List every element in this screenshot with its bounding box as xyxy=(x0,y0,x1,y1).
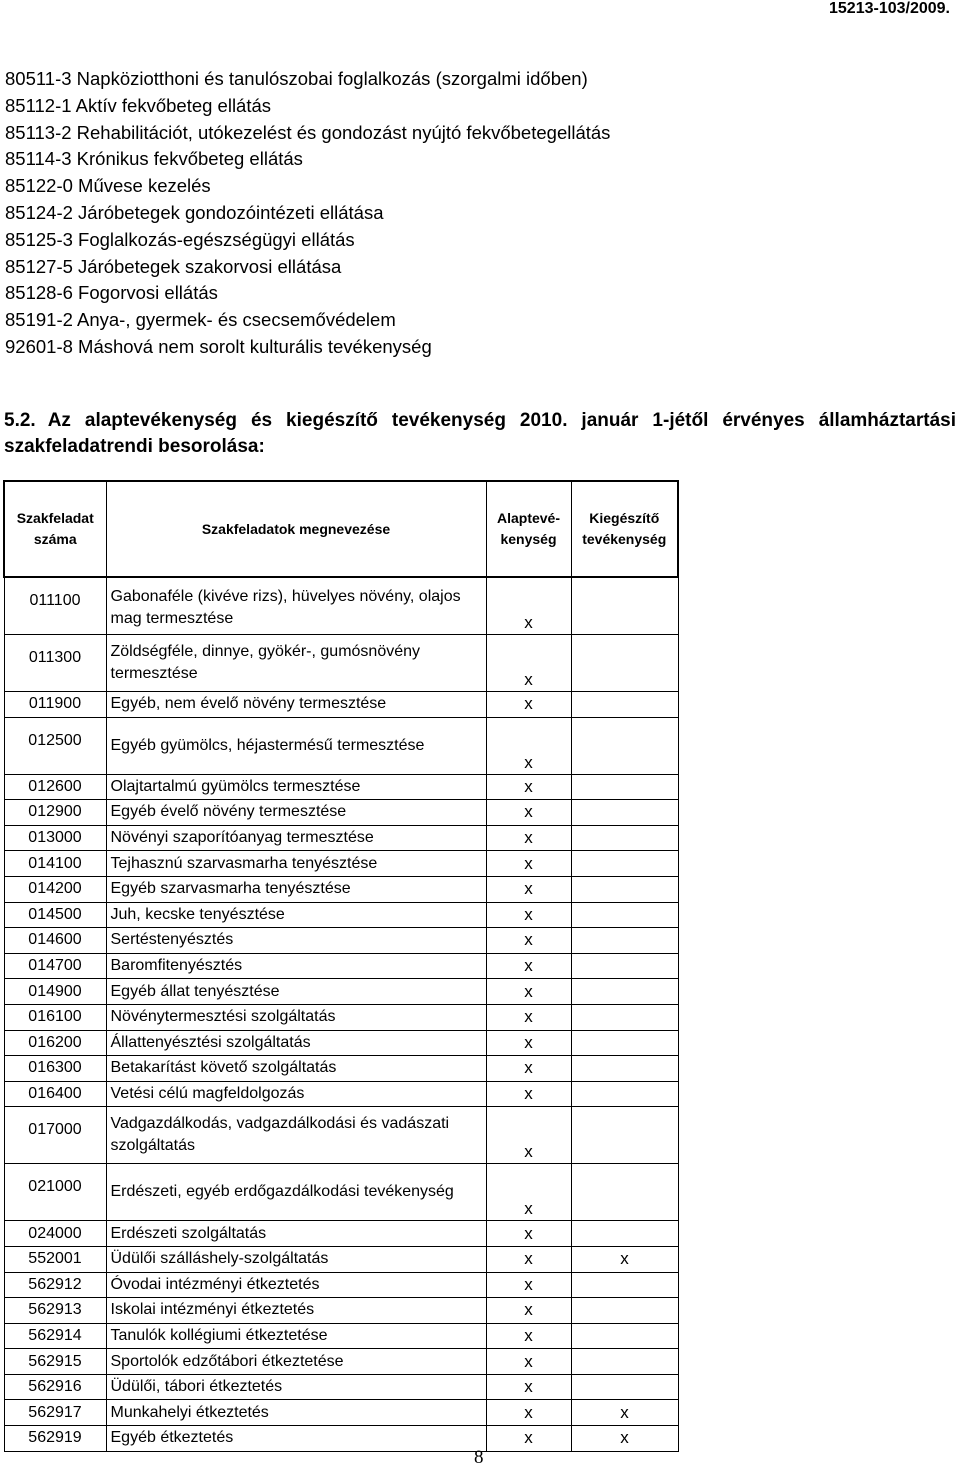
task-name-cell: Egyéb étkeztetés xyxy=(106,1426,486,1452)
task-code-cell: 014700 xyxy=(4,953,106,979)
table-row xyxy=(4,928,678,954)
supplementary-activity-mark xyxy=(571,635,678,692)
core-activity-mark: x xyxy=(486,1246,571,1272)
task-name-cell: Üdülői, tábori étkeztetés xyxy=(106,1374,486,1400)
task-name-cell: Vadgazdálkodás, vadgazdálkodási és vadászati szolgáltatás xyxy=(106,1107,486,1164)
task-name-cell: Egyéb, nem évelő növény termesztése xyxy=(106,692,486,718)
header-core-activity: Alaptevé-kenység xyxy=(486,481,571,577)
core-activity-mark: x xyxy=(486,1081,571,1107)
table-row xyxy=(4,953,678,979)
list-item: 85191-2 Anya-, gyermek- és csecsemővédelem xyxy=(5,309,396,331)
task-code-cell: 014500 xyxy=(4,902,106,928)
core-activity-mark: x xyxy=(486,1056,571,1082)
task-classification-table xyxy=(3,480,679,1452)
core-activity-mark: x xyxy=(486,800,571,826)
table-row xyxy=(4,1246,678,1272)
table-row xyxy=(4,1030,678,1056)
task-code-cell: 012900 xyxy=(4,800,106,826)
task-code-cell: 562919 xyxy=(4,1426,106,1452)
supplementary-activity-mark xyxy=(571,953,678,979)
table-row xyxy=(4,692,678,718)
table-row xyxy=(4,1081,678,1107)
task-code-cell: 014100 xyxy=(4,851,106,877)
table-row xyxy=(4,902,678,928)
header-supplementary-activity: Kiegészítő tevékenység xyxy=(571,481,678,577)
task-code-cell: 012600 xyxy=(4,774,106,800)
supplementary-activity-mark xyxy=(571,1298,678,1324)
task-name-cell: Baromfitenyésztés xyxy=(106,953,486,979)
task-name-cell: Tanulók kollégiumi étkeztetése xyxy=(106,1323,486,1349)
core-activity-mark: x xyxy=(486,692,571,718)
task-code-cell: 016400 xyxy=(4,1081,106,1107)
supplementary-activity-mark xyxy=(571,928,678,954)
supplementary-activity-mark xyxy=(571,876,678,902)
list-item: 85125-3 Foglalkozás-egészségügyi ellátás xyxy=(5,228,355,250)
list-item: 85112-1 Aktív fekvőbeteg ellátás xyxy=(5,94,272,116)
supplementary-activity-mark xyxy=(571,1004,678,1030)
core-activity-mark: x xyxy=(486,1323,571,1349)
task-code-cell: 014600 xyxy=(4,928,106,954)
table-row xyxy=(4,1400,678,1426)
task-code-cell: 562915 xyxy=(4,1349,106,1375)
task-name-cell: Egyéb gyümölcs, héjastermésű termesztése xyxy=(106,717,486,774)
core-activity-mark: x xyxy=(486,1374,571,1400)
core-activity-mark: x xyxy=(486,953,571,979)
task-name-cell: Sportolók edzőtábori étkeztetése xyxy=(106,1349,486,1375)
supplementary-activity-mark xyxy=(571,1272,678,1298)
task-code-cell: 014200 xyxy=(4,876,106,902)
section-number: 5.2. xyxy=(4,410,36,431)
core-activity-mark: x xyxy=(486,1107,571,1164)
section-title: Az alaptevékenység és kiegészítő tevékenység 2010. január 1-jétől érvényes államháztartási szakfeladatrendi besorolása: xyxy=(4,410,956,457)
table-row xyxy=(4,577,678,635)
task-name-cell: Növénytermesztési szolgáltatás xyxy=(106,1004,486,1030)
task-name-cell: Olajtartalmú gyümölcs termesztése xyxy=(106,774,486,800)
list-item: 85128-6 Fogorvosi ellátás xyxy=(5,282,218,304)
table-row xyxy=(4,1323,678,1349)
table-row xyxy=(4,717,678,774)
core-activity-mark: x xyxy=(486,635,571,692)
supplementary-activity-mark xyxy=(571,577,678,635)
core-activity-mark: x xyxy=(486,1030,571,1056)
task-code-cell: 552001 xyxy=(4,1246,106,1272)
task-name-cell: Növényi szaporítóanyag termesztése xyxy=(106,825,486,851)
core-activity-mark: x xyxy=(486,851,571,877)
task-code-cell: 014900 xyxy=(4,979,106,1005)
task-name-cell: Tejhasznú szarvasmarha tenyésztése xyxy=(106,851,486,877)
supplementary-activity-mark xyxy=(571,692,678,718)
list-item: 85127-5 Járóbetegek szakorvosi ellátása xyxy=(5,255,342,277)
core-activity-mark: x xyxy=(486,1164,571,1221)
task-code-cell: 562913 xyxy=(4,1298,106,1324)
core-activity-mark: x xyxy=(486,1221,571,1247)
task-name-cell: Egyéb állat tenyésztése xyxy=(106,979,486,1005)
page-number: 8 xyxy=(474,1447,484,1468)
core-activity-mark: x xyxy=(486,1349,571,1375)
core-activity-mark: x xyxy=(486,774,571,800)
header-task-code: Szakfeladat száma xyxy=(4,481,106,577)
list-item: 92601-8 Máshová nem sorolt kulturális tevékenység xyxy=(5,335,432,357)
table-row xyxy=(4,825,678,851)
table-row xyxy=(4,1374,678,1400)
supplementary-activity-mark xyxy=(571,800,678,826)
task-name-cell: Sertéstenyésztés xyxy=(106,928,486,954)
supplementary-activity-mark xyxy=(571,1056,678,1082)
supplementary-activity-mark xyxy=(571,774,678,800)
supplementary-activity-mark xyxy=(571,1221,678,1247)
core-activity-mark: x xyxy=(486,717,571,774)
supplementary-activity-mark: x xyxy=(571,1400,678,1426)
task-name-cell: Vetési célú magfeldolgozás xyxy=(106,1081,486,1107)
task-code-cell: 017000 xyxy=(4,1107,106,1164)
task-name-cell: Munkahelyi étkeztetés xyxy=(106,1400,486,1426)
core-activity-mark: x xyxy=(486,1426,571,1452)
core-activity-mark: x xyxy=(486,1272,571,1298)
task-name-cell: Egyéb szarvasmarha tenyésztése xyxy=(106,876,486,902)
table-header-row xyxy=(4,481,678,577)
task-code-cell: 562914 xyxy=(4,1323,106,1349)
supplementary-activity-mark xyxy=(571,1164,678,1221)
core-activity-mark: x xyxy=(486,979,571,1005)
table-row xyxy=(4,1272,678,1298)
table-row xyxy=(4,1426,678,1452)
supplementary-activity-mark xyxy=(571,1374,678,1400)
supplementary-activity-mark xyxy=(571,851,678,877)
supplementary-activity-mark xyxy=(571,717,678,774)
task-code-cell: 016100 xyxy=(4,1004,106,1030)
supplementary-activity-mark xyxy=(571,1081,678,1107)
core-activity-mark: x xyxy=(486,1400,571,1426)
table-row xyxy=(4,851,678,877)
task-name-cell: Juh, kecske tenyésztése xyxy=(106,902,486,928)
supplementary-activity-mark xyxy=(571,1030,678,1056)
table-row xyxy=(4,1056,678,1082)
header-task-name: Szakfeladatok megnevezése xyxy=(106,481,486,577)
task-name-cell: Zöldségféle, dinnye, gyökér-, gumósnövény termesztése xyxy=(106,635,486,692)
table-row xyxy=(4,1298,678,1324)
task-code-cell: 021000 xyxy=(4,1164,106,1221)
task-name-cell: Betakarítást követő szolgáltatás xyxy=(106,1056,486,1082)
supplementary-activity-mark xyxy=(571,1349,678,1375)
core-activity-mark: x xyxy=(486,1298,571,1324)
section-heading xyxy=(4,408,956,460)
list-item: 80511-3 Napköziotthoni és tanulószobai foglalkozás (szorgalmi időben) xyxy=(5,68,588,89)
task-code-cell: 013000 xyxy=(4,825,106,851)
table-row xyxy=(4,774,678,800)
table-row xyxy=(4,1349,678,1375)
core-activity-mark: x xyxy=(486,876,571,902)
table-row xyxy=(4,635,678,692)
table-row xyxy=(4,1004,678,1030)
supplementary-activity-mark xyxy=(571,902,678,928)
list-item: 85122-0 Művese kezelés xyxy=(5,175,211,197)
supplementary-activity-mark: x xyxy=(571,1246,678,1272)
supplementary-activity-mark xyxy=(571,1107,678,1164)
task-code-cell: 016300 xyxy=(4,1056,106,1082)
task-code-cell: 562912 xyxy=(4,1272,106,1298)
table-row xyxy=(4,1107,678,1164)
core-activity-mark: x xyxy=(486,902,571,928)
list-item: 85113-2 Rehabilitációt, utókezelést és gondozást nyújtó fekvőbetegellátás xyxy=(5,121,611,143)
task-name-cell: Erdészeti, egyéb erdőgazdálkodási tevékenység xyxy=(106,1164,486,1221)
table-row xyxy=(4,800,678,826)
task-code-cell: 011300 xyxy=(4,635,106,692)
task-name-cell: Egyéb évelő növény termesztése xyxy=(106,800,486,826)
task-name-cell: Állattenyésztési szolgáltatás xyxy=(106,1030,486,1056)
list-item: 85124-2 Járóbetegek gondozóintézeti ellátása xyxy=(5,201,384,223)
supplementary-activity-mark xyxy=(571,1323,678,1349)
task-name-cell: Gabonaféle (kivéve rizs), hüvelyes növény, olajos mag termesztése xyxy=(106,577,486,635)
core-activity-mark: x xyxy=(486,577,571,635)
document-reference: 15213-103/2009. xyxy=(829,0,950,17)
list-item: 85114-3 Krónikus fekvőbeteg ellátás xyxy=(5,148,303,170)
core-activity-mark: x xyxy=(486,825,571,851)
task-code-cell: 011100 xyxy=(4,577,106,635)
task-name-cell: Üdülői szálláshely-szolgáltatás xyxy=(106,1246,486,1272)
task-code-cell: 562917 xyxy=(4,1400,106,1426)
table-row xyxy=(4,979,678,1005)
task-name-cell: Óvodai intézményi étkeztetés xyxy=(106,1272,486,1298)
supplementary-activity-mark xyxy=(571,979,678,1005)
core-activity-mark: x xyxy=(486,928,571,954)
table-row xyxy=(4,1164,678,1221)
task-code-cell: 011900 xyxy=(4,692,106,718)
task-code-cell: 024000 xyxy=(4,1221,106,1247)
activity-code-list xyxy=(5,66,610,361)
core-activity-mark: x xyxy=(486,1004,571,1030)
task-code-cell: 562916 xyxy=(4,1374,106,1400)
table-row xyxy=(4,876,678,902)
task-name-cell: Erdészeti szolgáltatás xyxy=(106,1221,486,1247)
task-code-cell: 012500 xyxy=(4,717,106,774)
table-row xyxy=(4,1221,678,1247)
task-name-cell: Iskolai intézményi étkeztetés xyxy=(106,1298,486,1324)
supplementary-activity-mark xyxy=(571,825,678,851)
supplementary-activity-mark: x xyxy=(571,1426,678,1452)
task-code-cell: 016200 xyxy=(4,1030,106,1056)
